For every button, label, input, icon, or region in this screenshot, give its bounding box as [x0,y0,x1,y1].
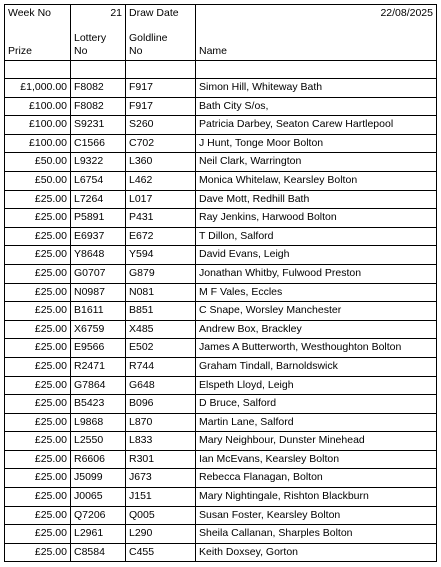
goldline-number-cell: N081 [126,283,196,302]
goldline-number-cell: Y594 [126,246,196,265]
prize-cell: £25.00 [5,246,71,265]
winner-name-cell: Monica Whitelaw, Kearsley Bolton [196,171,437,190]
name-header-label: Name [199,45,228,57]
goldline-number-cell: L290 [126,525,196,544]
winner-row [5,506,437,525]
lottery-number-cell: R2471 [71,357,126,376]
goldline-number-cell: Q005 [126,506,196,525]
lottery-number-cell: F8082 [71,97,126,116]
blank-cell [196,61,437,79]
winner-row [5,116,437,135]
prize-cell: £1,000.00 [5,79,71,98]
lottery-number-cell: L2550 [71,432,126,451]
winner-row [5,469,437,488]
winner-row [5,450,437,469]
prize-cell: £50.00 [5,153,71,172]
prize-cell: £25.00 [5,264,71,283]
goldline-number-cell: L870 [126,413,196,432]
winner-row [5,79,437,98]
goldline-header-line1: Goldline [129,32,168,44]
prize-column-header [5,22,71,61]
draw-date-value: 22/08/2025 [196,5,437,23]
lottery-number-cell: J5099 [71,469,126,488]
lottery-number-cell: R6606 [71,450,126,469]
winner-row [5,97,437,116]
winner-name-cell: Susan Foster, Kearsley Bolton [196,506,437,525]
lottery-number-cell: S9231 [71,116,126,135]
winner-name-cell: Jonathan Whitby, Fulwood Preston [196,264,437,283]
lottery-number-cell: C1566 [71,134,126,153]
lottery-number-cell: Y8648 [71,246,126,265]
winner-name-cell: Bath City S/os, [196,97,437,116]
goldline-number-cell: G879 [126,264,196,283]
prize-cell: £25.00 [5,413,71,432]
winner-name-cell: Martin Lane, Salford [196,413,437,432]
goldline-number-cell: E502 [126,339,196,358]
lottery-number-cell: G7864 [71,376,126,395]
prize-cell: £100.00 [5,116,71,135]
lottery-number-cell: Q7206 [71,506,126,525]
prize-cell: £25.00 [5,395,71,414]
winner-name-cell: J Hunt, Tonge Moor Bolton [196,134,437,153]
winner-name-cell: Graham Tindall, Barnoldswick [196,357,437,376]
goldline-number-cell: G648 [126,376,196,395]
prize-cell: £25.00 [5,227,71,246]
winner-row [5,246,437,265]
prize-cell: £25.00 [5,543,71,562]
lottery-number-cell: L6754 [71,171,126,190]
lottery-number-cell: L9868 [71,413,126,432]
column-header-row [5,22,437,61]
winner-name-cell: Sheila Callanan, Sharples Bolton [196,525,437,544]
winner-name-cell: Patricia Darbey, Seaton Carew Hartlepool [196,116,437,135]
winner-name-cell: Rebecca Flanagan, Bolton [196,469,437,488]
prize-cell: £25.00 [5,506,71,525]
prize-cell: £25.00 [5,283,71,302]
lottery-header-line1: Lottery [74,32,107,44]
lottery-number-cell: C8584 [71,543,126,562]
header-row [5,5,437,23]
winner-name-cell: David Evans, Leigh [196,246,437,265]
goldline-number-cell: P431 [126,209,196,228]
prize-cell: £25.00 [5,450,71,469]
goldline-number-cell: L360 [126,153,196,172]
lottery-number-cell: X6759 [71,320,126,339]
lottery-number-cell: L9322 [71,153,126,172]
prize-cell: £25.00 [5,357,71,376]
goldline-number-cell: J151 [126,488,196,507]
winner-row [5,264,437,283]
goldline-number-cell: F917 [126,79,196,98]
goldline-number-cell: L462 [126,171,196,190]
winner-row [5,339,437,358]
lottery-number-cell: B5423 [71,395,126,414]
blank-row [5,61,437,79]
goldline-number-cell: C702 [126,134,196,153]
winner-row [5,283,437,302]
lottery-number-cell: E9566 [71,339,126,358]
winner-name-cell: Neil Clark, Warrington [196,153,437,172]
blank-cell [5,61,71,79]
blank-cell [71,61,126,79]
prize-cell: £25.00 [5,302,71,321]
prize-cell: £25.00 [5,339,71,358]
prize-cell: £25.00 [5,525,71,544]
lottery-number-cell: J0065 [71,488,126,507]
winner-name-cell: Elspeth Lloyd, Leigh [196,376,437,395]
winner-name-cell: D Bruce, Salford [196,395,437,414]
winner-row [5,525,437,544]
winner-row [5,432,437,451]
winner-name-cell: Andrew Box, Brackley [196,320,437,339]
goldline-number-cell: C455 [126,543,196,562]
prize-cell: £25.00 [5,432,71,451]
prize-cell: £100.00 [5,97,71,116]
winner-row [5,227,437,246]
winner-row [5,190,437,209]
winner-name-cell: Ian McEvans, Kearsley Bolton [196,450,437,469]
goldline-number-cell: R744 [126,357,196,376]
prize-draw-table [4,4,437,562]
draw-date-label: Draw Date [126,5,196,23]
winner-name-cell: M F Vales, Eccles [196,283,437,302]
blank-cell [126,61,196,79]
winner-row [5,543,437,562]
winner-row [5,134,437,153]
winner-row [5,171,437,190]
lottery-number-cell: L2961 [71,525,126,544]
prize-cell: £25.00 [5,320,71,339]
prize-cell: £50.00 [5,171,71,190]
prize-cell: £25.00 [5,488,71,507]
winner-name-cell: Keith Doxsey, Gorton [196,543,437,562]
goldline-number-cell: F917 [126,97,196,116]
name-column-header [196,22,437,61]
lottery-number-cell: G0707 [71,264,126,283]
prize-cell: £25.00 [5,469,71,488]
goldline-number-cell: X485 [126,320,196,339]
winner-row [5,376,437,395]
winner-row [5,488,437,507]
winner-name-cell: T Dillon, Salford [196,227,437,246]
goldline-number-cell: S260 [126,116,196,135]
winner-name-cell: C Snape, Worsley Manchester [196,302,437,321]
winner-name-cell: Dave Mott, Redhill Bath [196,190,437,209]
prize-cell: £25.00 [5,376,71,395]
winner-name-cell: Mary Nightingale, Rishton Blackburn [196,488,437,507]
goldline-number-cell: B851 [126,302,196,321]
winner-name-cell: Simon Hill, Whiteway Bath [196,79,437,98]
week-value: 21 [71,5,126,23]
winner-row [5,320,437,339]
goldline-column-header [126,22,196,61]
winner-name-cell: Ray Jenkins, Harwood Bolton [196,209,437,228]
goldline-number-cell: L833 [126,432,196,451]
lottery-number-cell: F8082 [71,79,126,98]
lottery-number-cell: E6937 [71,227,126,246]
winner-name-cell: Mary Neighbour, Dunster Minehead [196,432,437,451]
goldline-number-cell: E672 [126,227,196,246]
winner-name-cell: James A Butterworth, Westhoughton Bolton [196,339,437,358]
lottery-number-cell: P5891 [71,209,126,228]
prize-cell: £25.00 [5,209,71,228]
goldline-header-line2: No [129,45,143,57]
lottery-header-line2: No [74,45,88,57]
winner-row [5,395,437,414]
lottery-number-cell: B1611 [71,302,126,321]
prize-header-label: Prize [8,45,32,57]
winner-row [5,209,437,228]
lottery-number-cell: N0987 [71,283,126,302]
goldline-number-cell: J673 [126,469,196,488]
prize-cell: £25.00 [5,190,71,209]
prize-cell: £100.00 [5,134,71,153]
goldline-number-cell: R301 [126,450,196,469]
lottery-column-header [71,22,126,61]
goldline-number-cell: B096 [126,395,196,414]
winner-row [5,302,437,321]
winner-row [5,357,437,376]
week-label: Week No [5,5,71,23]
lottery-number-cell: L7264 [71,190,126,209]
winner-row [5,413,437,432]
goldline-number-cell: L017 [126,190,196,209]
winner-row [5,153,437,172]
